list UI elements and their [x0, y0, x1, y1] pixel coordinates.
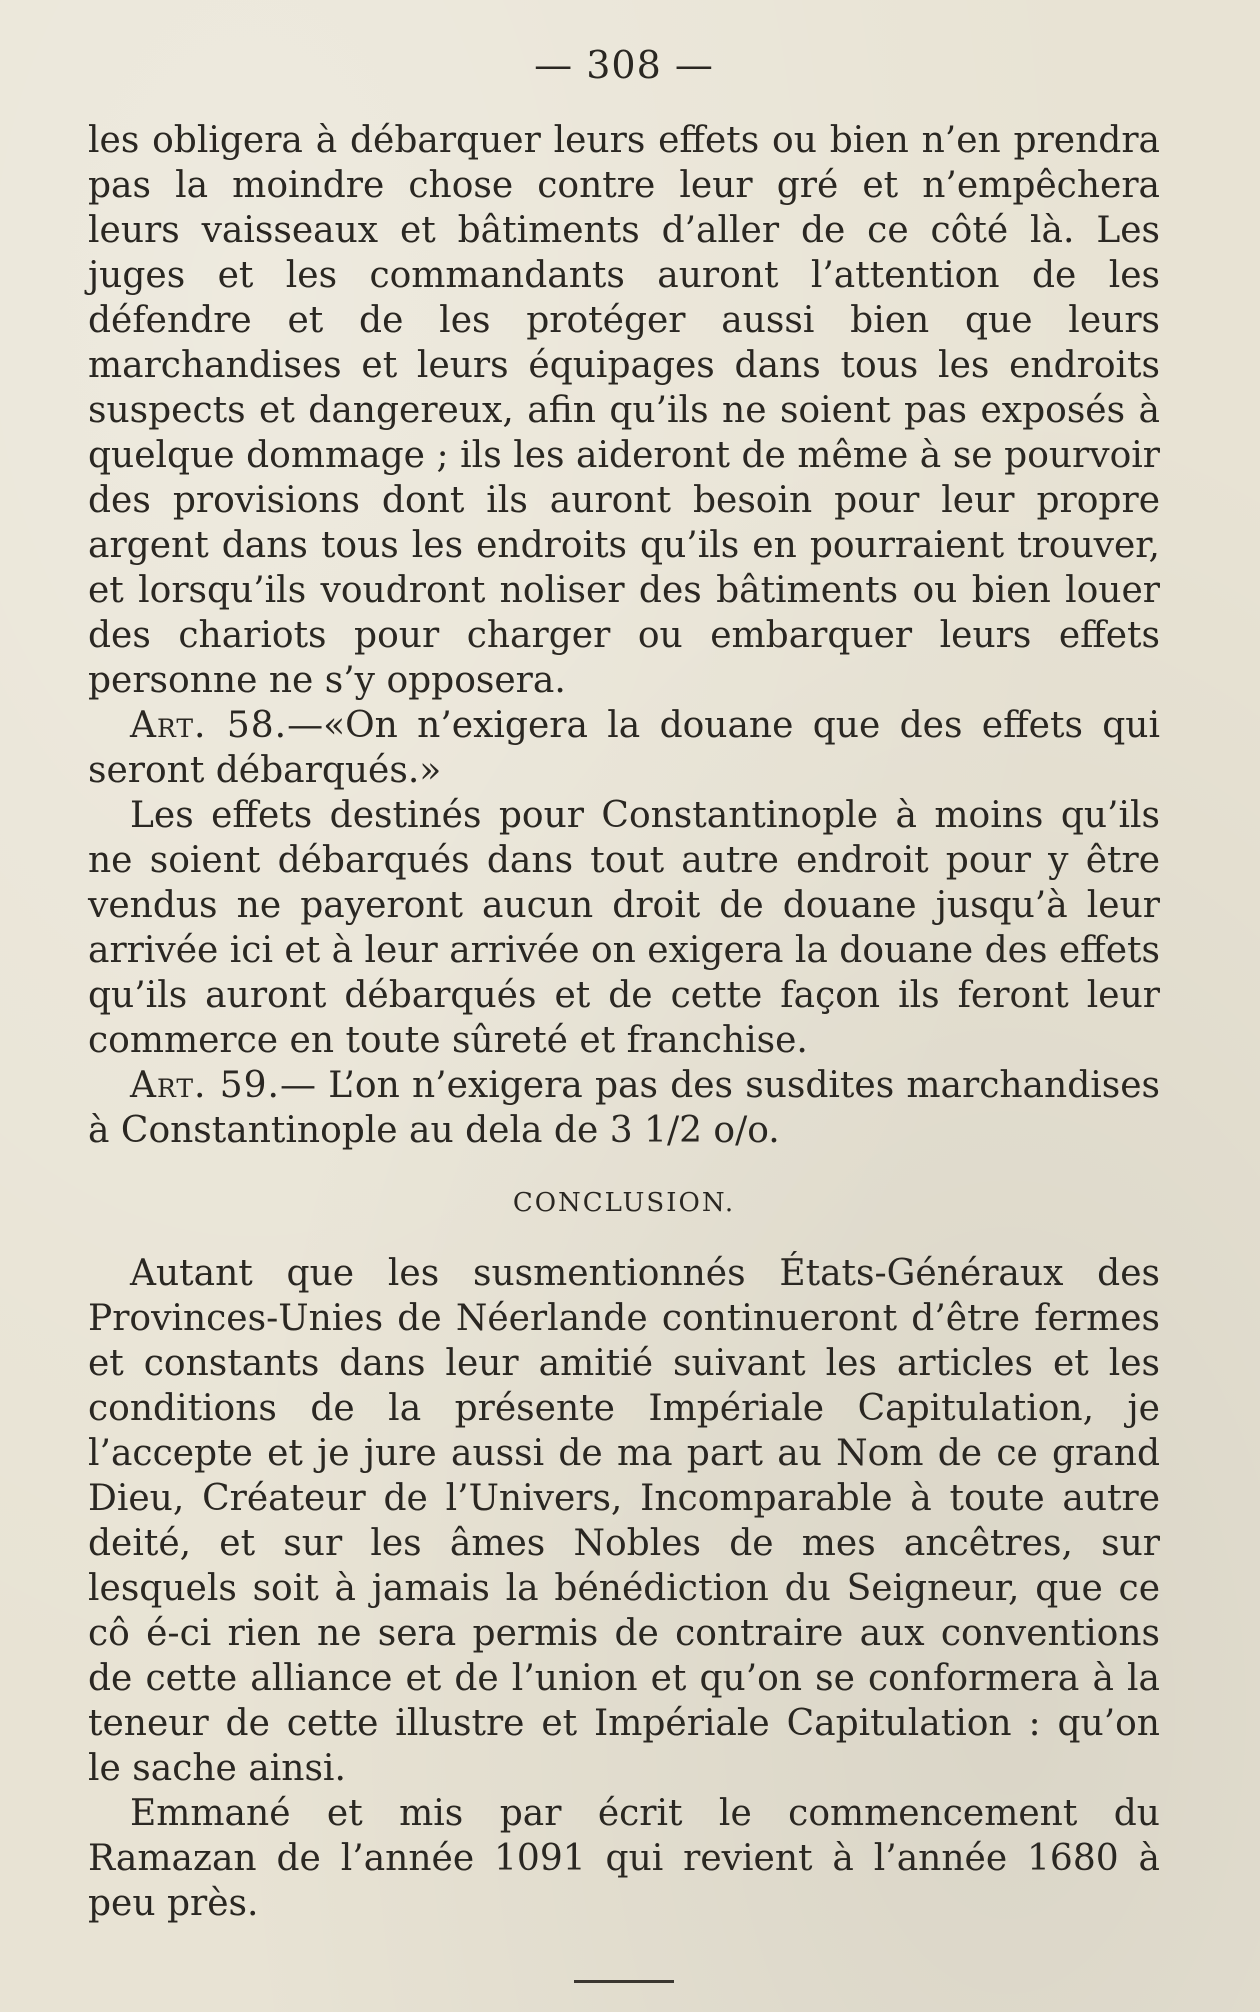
paragraph-closing: Emmané et mis par écrit le commencement du Ramazan de l’année 1091 qui revient à l’année 1680 à peu près.: [88, 1793, 1160, 1924]
conclusion-heading: CONCLUSION.: [512, 1188, 736, 1218]
paragraph-constantinople: Les effets destinés pour Constantinople à moins qu’ils ne soient débarqués dans tout autre endroit pour y être vendus ne payeront aucun droit de douane jusqu’à leur arrivée ici et à leur arrivée on exigera la douane des effets qu’ils auront débarqués et de cette façon ils feront leur commerce en toute sûreté et franchise.: [88, 795, 1160, 1061]
paragraph-conclusion: Autant que les susmentionnés États-Généraux des Provinces-Unies de Néerlande continueront d’être fermes et constants dans leur amitié suivant les articles et les conditions de la présente Impériale Capitulation, je l’accepte et je jure aussi de ma part au Nom de ce grand Dieu, Créateur de l’Univers, Incomparable à toute autre deité, et sur les âmes Nobles de mes ancêtres, sur lesquels soit à jamais la bénédiction du Seigneur, que ce cô é-ci rien ne sera permis de contraire aux conventions de cette alliance et de l’union et qu’on se conformera à la teneur de cette illustre et Impériale Capitulation : qu’on le sache ainsi.: [88, 1253, 1160, 1789]
article-59: [88, 1063, 1160, 1153]
paragraph-continuation: les obligera à débarquer leurs effets ou bien n’en prendra pas la moindre chose contre leur gré et n’empêchera leurs vaisseaux et bâtiments d’aller de ce côté là. Les juges et les commandants auront l’attention de les défendre et de les protéger aussi bien que leurs marchandises et leurs équipages dans tous les endroits suspects et dangereux, afin qu’ils ne soient pas exposés à quelque dommage ; ils les aideront de même à se pourvoir des provisions dont ils auront besoin pour leur propre argent dans tous les endroits qu’ils en pourraient trouver, et lorsqu’ils voudront noliser des bâtiments ou bien louer des chariots pour charger ou embarquer leurs effets personne ne s’y opposera.: [88, 120, 1160, 701]
page-number: — 308 —: [534, 43, 714, 87]
article-58: [88, 703, 1160, 793]
article-58-label: Art. 58.: [130, 705, 288, 746]
article-59-text: — L’on n’exigera pas des susdites marchandises à Constantinople au dela de 3 1/2 o/o.: [88, 1065, 1161, 1151]
article-58-text: —«On n’exigera la douane que des effets qui seront débarqués.»: [88, 705, 1160, 791]
article-59-label: Art. 59.: [130, 1065, 280, 1106]
closing-rule: [574, 1980, 674, 1983]
